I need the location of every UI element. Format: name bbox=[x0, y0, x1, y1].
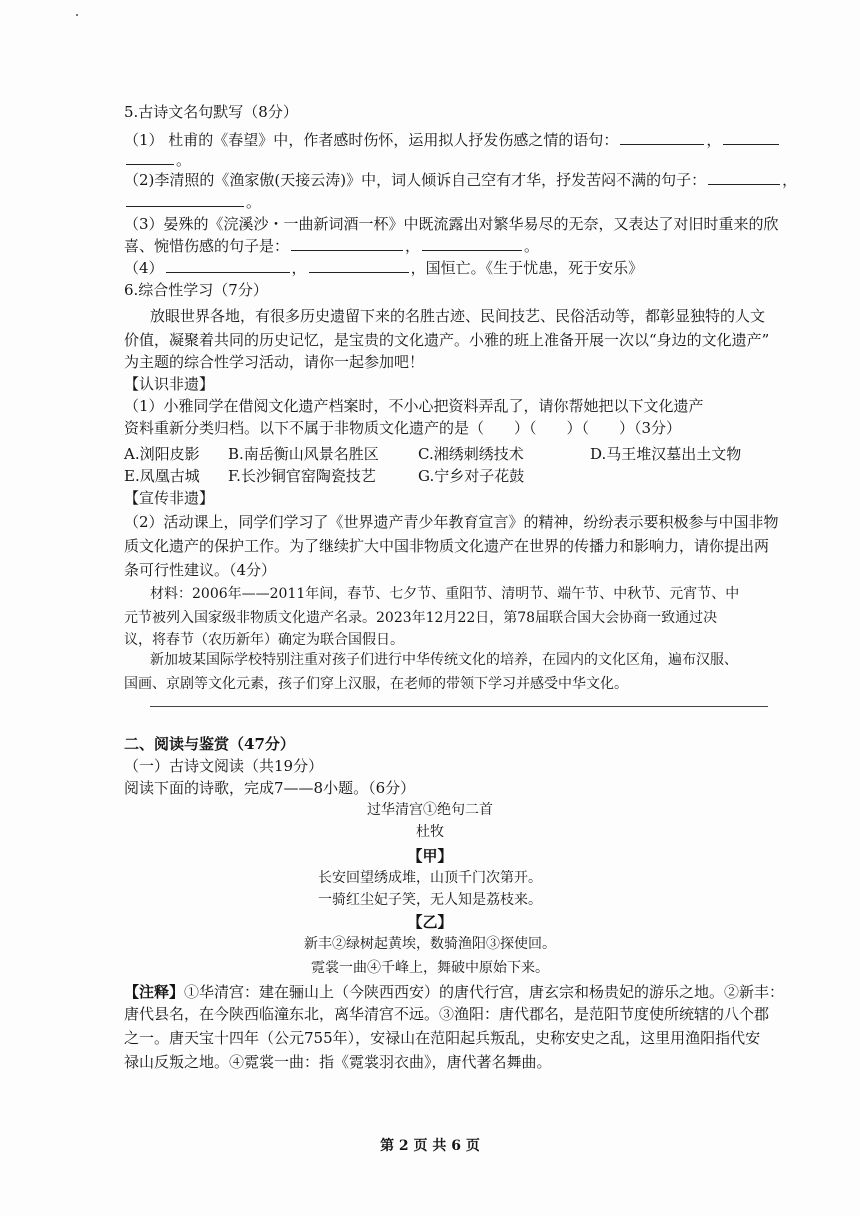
answer-blank[interactable] bbox=[166, 271, 290, 273]
q5-item2 bbox=[124, 170, 797, 190]
scan-speck bbox=[76, 14, 78, 16]
period: 。 bbox=[246, 193, 262, 211]
separator: ， bbox=[291, 259, 307, 277]
q6-section-heading: 【宣传非遗】 bbox=[124, 489, 215, 507]
option-b: B.南岳衡山风景名胜区 bbox=[228, 445, 379, 463]
option-d: D.马王堆汉墓出土文物 bbox=[590, 445, 742, 463]
q5-title: 5.古诗文名句默写（8分） bbox=[124, 103, 298, 121]
material-line5: 国画、京剧等文化元素，孩子们穿上汉服，在老师的带领下学习并感受中华文化。 bbox=[124, 676, 628, 692]
q6-title: 6.综合性学习（7分） bbox=[124, 281, 268, 299]
answer-blank[interactable] bbox=[291, 249, 403, 251]
q6-intro-line2: 价值，凝聚着共同的历史记忆，是宝贵的文化遗产。小雅的班上准备开展一次以“身边的文化遗产” bbox=[124, 331, 770, 349]
notes-line3: 之一。唐天宝十四年（公元755年），安禄山在范阳起兵叛乱，史称安史之乱，这里用渔阳指代安 bbox=[124, 1029, 761, 1047]
q5-item3-line2 bbox=[124, 236, 539, 256]
q6-intro-line3: 为主题的综合性学习活动，请你一起参加吧！ bbox=[124, 353, 425, 371]
material-line3: 议，将春节（农历新年）确定为联合国假日。 bbox=[124, 632, 404, 648]
answer-blank[interactable] bbox=[126, 163, 174, 165]
q5-item2-text: （2)李清照的《渔家傲(天接云涛)》中，词人倾诉自己空有才华，抒发苦闷不满的句子： bbox=[124, 171, 707, 189]
option-a: A.浏阳皮影 bbox=[124, 445, 200, 463]
answer-blank[interactable] bbox=[126, 205, 244, 207]
notes-text: ①华清宫：建在骊山上（今陕西西安）的唐代行宫，唐玄宗和杨贵妃的游乐之地。②新丰： bbox=[184, 983, 785, 1001]
poem-a-line1: 长安回望绣成堆，山顶千门次第开。 bbox=[318, 870, 542, 886]
notes-line4: 禄山反叛之地。④霓裳一曲：指《霓裳羽衣曲》，唐代著名舞曲。 bbox=[124, 1053, 552, 1071]
q5-item3-text: 喜、惋惜伤感的句子是： bbox=[124, 237, 290, 255]
q5-item1 bbox=[124, 130, 781, 150]
separator: ， bbox=[706, 131, 722, 149]
notes-line1 bbox=[124, 982, 784, 1002]
page-number: 第 2 页 共 6 页 bbox=[380, 1138, 480, 1154]
q5-item4 bbox=[124, 258, 643, 278]
poem-a-line2: 一骑红尘妃子笑，无人知是荔枝来。 bbox=[318, 892, 542, 908]
q5-item1-cont bbox=[124, 150, 191, 170]
poem-label-b: 【乙】 bbox=[407, 913, 453, 931]
answer-blank[interactable] bbox=[620, 143, 704, 145]
poem-b-line1: 新丰②绿树起黄埃，数骑渔阳③探使回。 bbox=[304, 936, 556, 952]
q6-options-row1 bbox=[124, 444, 741, 464]
q6-sub1-line1: （1）小雅同学在借阅文化遗产档案时，不小心把资料弄乱了，请你帮她把以下文化遗产 bbox=[124, 397, 704, 415]
part2-title: 二、阅读与鉴赏（47分） bbox=[124, 735, 295, 753]
answer-blank[interactable] bbox=[309, 271, 409, 273]
q5-item4-text: ，国恒亡。《生于忧患，死于安乐》 bbox=[410, 259, 644, 277]
period: 。 bbox=[524, 237, 540, 255]
q5-item1-text: （1） 杜甫的《春望》中，作者感时伤怀，运用拟人抒发伤感之情的语句： bbox=[124, 131, 619, 149]
q6-options-row2 bbox=[124, 466, 524, 486]
option-e: E.凤凰古城 bbox=[124, 467, 200, 485]
q6-intro-line1: 放眼世界各地，有很多历史遗留下来的名胜古迹、民间技艺、民俗活动等，都彰显独特的人文 bbox=[150, 307, 766, 325]
poem-title: 过华清宫①绝句二首 bbox=[367, 802, 493, 818]
answer-line[interactable] bbox=[150, 706, 768, 707]
poem-b-line2: 霓裳一曲④千峰上，舞破中原始下来。 bbox=[311, 960, 549, 976]
material-line1: 材料：2006年——2011年间，春节、七夕节、重阳节、清明节、端午节、中秋节、元宵节、中 bbox=[150, 586, 740, 602]
poem-author: 杜牧 bbox=[416, 824, 444, 840]
option-g: G.宁乡对子花鼓 bbox=[418, 467, 525, 485]
answer-blank[interactable] bbox=[723, 143, 779, 145]
notes-line2: 唐代县名，在今陕西临潼东北，离华清宫不远。③渔阳：唐代郡名，是范阳节度使所统辖的八个郡 bbox=[124, 1005, 770, 1023]
option-f: F.长沙铜官窑陶瓷技艺 bbox=[228, 467, 376, 485]
q6-sub2-line1: （2）活动课上，同学们学习了《世界遗产青少年教育宣言》的精神，纷纷表示要积极参与中国非物 bbox=[124, 513, 779, 531]
q6-sub2-line3: 条可行性建议。（4分） bbox=[124, 561, 277, 579]
option-c: C.湘绣刺绣技术 bbox=[418, 445, 524, 463]
poem-label-a: 【甲】 bbox=[407, 847, 453, 865]
material-line2: 元节被列入国家级非物质文化遗产名录。2023年12月22日，第78届联合国大会协商一致通过决 bbox=[124, 610, 718, 626]
q5-item4-label: （4） bbox=[124, 259, 164, 277]
period: 。 bbox=[176, 151, 192, 169]
material-line4: 新加坡某国际学校特别注重对孩子们进行中华传统文化的培养，在园内的文化区角，遍布汉服、 bbox=[150, 652, 738, 668]
q6-sub2-line2: 质文化遗产的保护工作。为了继续扩大中国非物质文化遗产在世界的传播力和影响力，请你提出两 bbox=[124, 537, 770, 555]
part2-sub-title: （一）古诗文阅读（共19分） bbox=[124, 757, 324, 775]
separator: ， bbox=[782, 171, 798, 189]
q6-section-heading: 【认识非遗】 bbox=[124, 375, 215, 393]
q5-item2-cont bbox=[124, 192, 261, 212]
part2-instruction: 阅读下面的诗歌，完成7——8小题。（6分） bbox=[124, 779, 416, 797]
answer-blank[interactable] bbox=[708, 183, 780, 185]
q6-sub1-line2: 资料重新分类归档。以下不属于非物质文化遗产的是（ ）（ ）（ ）（3分） bbox=[124, 419, 682, 437]
q5-item3-line1: （3）晏殊的《浣溪沙・一曲新词酒一杯》中既流露出对繁华易尽的无奈，又表达了对旧时重来的欣 bbox=[124, 215, 779, 233]
notes-label: 【注释】 bbox=[124, 983, 185, 1001]
separator: ， bbox=[405, 237, 421, 255]
answer-blank[interactable] bbox=[422, 249, 522, 251]
